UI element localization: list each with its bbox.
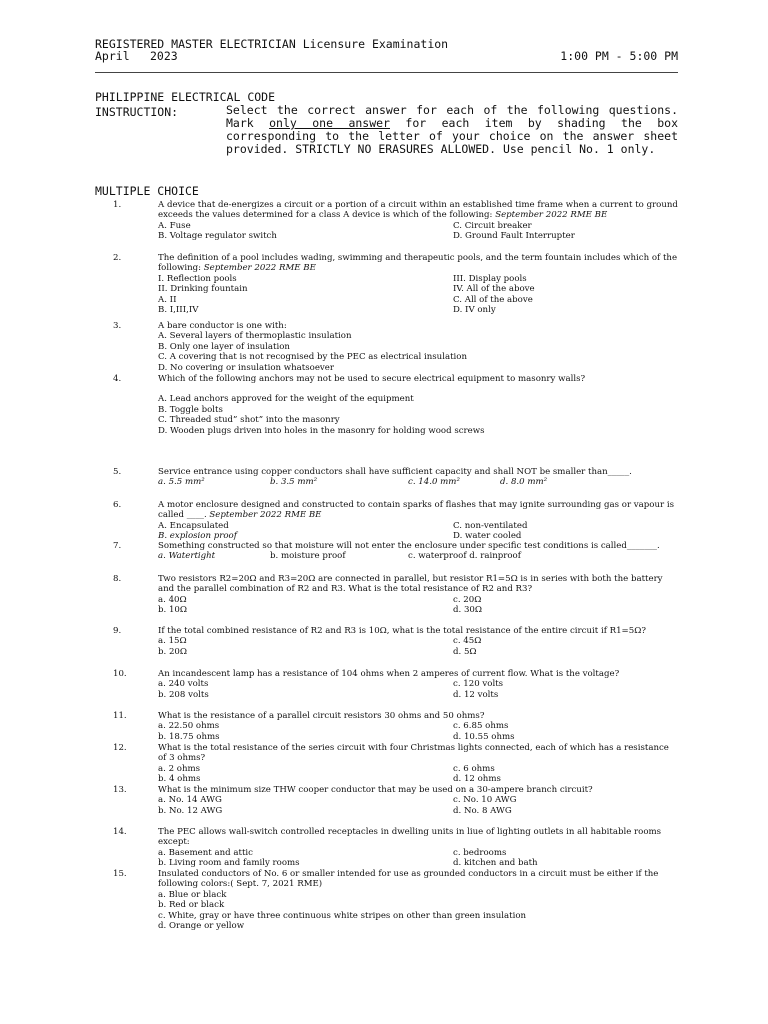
option-choice: I. Reflection pools bbox=[158, 273, 237, 284]
option-choice: C. Circuit breaker bbox=[453, 220, 532, 231]
question-number: 1. bbox=[113, 200, 122, 210]
question-stem: A bare conductor is one with: bbox=[158, 321, 287, 331]
question-item bbox=[95, 500, 680, 542]
question-number: 13. bbox=[113, 785, 127, 795]
option-choice: d. No. 8 AWG bbox=[453, 805, 512, 816]
question-number: 12. bbox=[113, 743, 127, 753]
question-body bbox=[158, 200, 678, 242]
option-choice: c. No. 10 AWG bbox=[453, 795, 517, 806]
question-stem: What is the resistance of a parallel circuit resistors 30 ohms and 50 ohms? bbox=[158, 711, 485, 721]
question-source: September 2022 RME BE bbox=[203, 263, 316, 274]
option-row bbox=[158, 636, 678, 646]
option-choice: D. water cooled bbox=[453, 531, 522, 542]
option-choice: C. All of the above bbox=[453, 294, 533, 305]
option-choice: c. bedrooms bbox=[453, 847, 507, 858]
question-stem: A device that de-energizes a circuit or a portion of a circuit within an established time frame when a current to ground exceeds the values determined for a class A device is which of the following: September 2022 RME BE bbox=[158, 200, 678, 221]
option-row bbox=[158, 595, 678, 605]
option-choice: A. Fuse bbox=[158, 220, 191, 231]
option-choice: b. 10Ω bbox=[158, 605, 188, 616]
option-choice: c. 20Ω bbox=[453, 594, 482, 605]
question-stem: Insulated conductors of No. 6 or smaller intended for use as grounded conductors in a circuit must be either if the following colors:( Sept. 7, 2021 RME) bbox=[158, 869, 659, 890]
option-choice: b. 18.75 ohms bbox=[158, 731, 220, 742]
question-number: 2. bbox=[113, 253, 122, 263]
option-row bbox=[158, 795, 678, 805]
question-number: 15. bbox=[113, 869, 127, 879]
option-choice: C. Threaded stud” shot” into the masonry bbox=[158, 415, 340, 426]
option-row bbox=[158, 231, 678, 241]
question-item bbox=[95, 827, 680, 869]
question-item bbox=[95, 869, 680, 931]
instruction-label: INSTRUCTION: bbox=[95, 105, 179, 119]
exam-title: REGISTERED MASTER ELECTRICIAN Licensure Examination bbox=[95, 37, 449, 51]
option-choice: c. 6 ohms bbox=[453, 763, 495, 774]
option-choice: b. 3.5 mm² bbox=[270, 477, 318, 488]
question-stem: A motor enclosure designed and constructed to contain sparks of flashes that may ignite surrounding gas or vapour is called ____. September 2022 RME BE bbox=[158, 500, 674, 521]
option-choice: B. Toggle bolts bbox=[158, 404, 223, 415]
option-choice: D. No covering or insulation whatsoever bbox=[158, 362, 334, 373]
question-body bbox=[158, 574, 678, 616]
option-choice: D. Ground Fault Interrupter bbox=[453, 231, 575, 242]
option-choice: c. 120 volts bbox=[453, 679, 504, 690]
option-choice: a. 240 volts bbox=[158, 679, 209, 690]
option-choice: a. No. 14 AWG bbox=[158, 795, 222, 806]
question-stem: Which of the following anchors may not be used to secure electrical equipment to masonry walls? bbox=[158, 374, 586, 384]
option-choice: a. 5.5 mm² bbox=[158, 477, 205, 488]
question-stem: If the total combined resistance of R2 and R3 is 10Ω, what is the total resistance of the entire circuit if R1=5Ω? bbox=[158, 626, 646, 636]
option-row bbox=[158, 721, 678, 731]
option-row bbox=[158, 284, 678, 294]
header-divider bbox=[95, 72, 678, 73]
question-number: 14. bbox=[113, 827, 127, 837]
option-choice: b. 20Ω bbox=[158, 646, 188, 657]
option-choice: A. II bbox=[158, 294, 177, 305]
option-choice: B. Only one layer of insulation bbox=[158, 341, 290, 352]
question-item bbox=[95, 743, 680, 785]
question-stem: What is the total resistance of the series circuit with four Christmas lights connected, each of which has a resistance of 3 ohms? bbox=[158, 743, 669, 764]
option-choice: a. Watertight bbox=[158, 551, 216, 562]
option-choice: a. Blue or black bbox=[158, 889, 227, 900]
question-stem: Something constructed so that moisture will not enter the enclosure under specific test conditions is called_______. bbox=[158, 541, 660, 551]
option-choice: B. explosion proof bbox=[158, 531, 237, 542]
question-item bbox=[95, 541, 680, 562]
question-stem: The definition of a pool includes wading, swimming and therapeutic pools, and the term fountain includes which of the following: September 2022 RME BE bbox=[158, 253, 678, 274]
section-heading: MULTIPLE CHOICE bbox=[95, 184, 199, 198]
option-choice: c. White, gray or have three continuous white stripes on other than green insulation bbox=[158, 910, 527, 921]
option-choice: b. 208 volts bbox=[158, 689, 209, 700]
question-body bbox=[158, 253, 678, 315]
exam-year: 2023 bbox=[150, 49, 178, 63]
option-choice: b. moisture proof bbox=[270, 551, 346, 562]
option-choice: A. Lead anchors approved for the weight of the equipment bbox=[158, 394, 414, 405]
option-choice: d. kitchen and bath bbox=[453, 858, 538, 869]
subject-title: PHILIPPINE ELECTRICAL CODE bbox=[95, 90, 276, 104]
question-body bbox=[158, 785, 678, 816]
question-item bbox=[95, 711, 680, 742]
option-row bbox=[158, 858, 678, 868]
question-body bbox=[158, 374, 678, 436]
option-choice: b. 4 ohms bbox=[158, 774, 201, 785]
option-choice: III. Display pools bbox=[453, 273, 527, 284]
option-choice: C. A covering that is not recognised by the PEC as electrical insulation bbox=[158, 352, 467, 363]
question-stem: Service entrance using copper conductors shall have sufficient capacity and shall NOT be smaller than_____. bbox=[158, 467, 632, 477]
instruction-pre: Select the correct answer for each of the following questions. Mark bbox=[226, 103, 678, 130]
option-choice: a. 2 ohms bbox=[158, 763, 201, 774]
question-item bbox=[95, 467, 680, 488]
question-item bbox=[95, 374, 680, 436]
option-row bbox=[158, 521, 678, 531]
option-row bbox=[158, 305, 678, 315]
option-row bbox=[158, 551, 678, 561]
option-choice: B. Voltage regulator switch bbox=[158, 231, 277, 242]
option-choice: C. non-ventilated bbox=[453, 520, 528, 531]
question-body bbox=[158, 669, 678, 700]
question-item bbox=[95, 626, 680, 657]
option-choice: d. 10.55 ohms bbox=[453, 731, 515, 742]
question-body bbox=[158, 711, 678, 742]
instruction-post: for each item by shading the box corresponding to the letter of your choice on the answer sheet provided. STRICTLY NO ERASURES ALLOWED. Use pencil No. 1 only. bbox=[226, 116, 679, 156]
question-number: 11. bbox=[113, 711, 127, 721]
option-choice: A. Several layers of thermoplastic insulation bbox=[158, 331, 352, 342]
option-row bbox=[158, 764, 678, 774]
option-row bbox=[158, 732, 678, 742]
question-stem: What is the minimum size THW cooper conductor that may be used on a 30-ampere branch circuit? bbox=[158, 785, 593, 795]
question-source: September 2022 RME BE bbox=[495, 210, 608, 221]
question-body bbox=[158, 626, 678, 657]
question-item bbox=[95, 785, 680, 816]
option-choice: c. 6.85 ohms bbox=[453, 721, 509, 732]
exam-time: 1:00 PM - 5:00 PM bbox=[560, 49, 678, 63]
question-number: 9. bbox=[113, 626, 122, 636]
question-body bbox=[158, 743, 678, 785]
question-stem: An incandescent lamp has a resistance of 104 ohms when 2 amperes of current flow. What is the voltage? bbox=[158, 669, 620, 679]
question-body bbox=[158, 467, 678, 488]
question-body bbox=[158, 827, 678, 869]
question-number: 4. bbox=[113, 374, 122, 384]
question-source: September 2022 RME BE bbox=[209, 510, 322, 521]
option-choice: a. 15Ω bbox=[158, 636, 187, 647]
question-number: 6. bbox=[113, 500, 122, 510]
option-row bbox=[158, 274, 678, 284]
option-choice: II. Drinking fountain bbox=[158, 284, 248, 295]
question-number: 7. bbox=[113, 541, 122, 551]
exam-month: April bbox=[95, 49, 130, 63]
option-row bbox=[158, 774, 678, 784]
question-body bbox=[158, 321, 678, 373]
option-row bbox=[158, 605, 678, 615]
question-body bbox=[158, 869, 678, 931]
option-choice: a. 22.50 ohms bbox=[158, 721, 220, 732]
question-item bbox=[95, 321, 680, 373]
option-row bbox=[158, 477, 678, 487]
option-row bbox=[158, 221, 678, 231]
option-choice: d. Orange or yellow bbox=[158, 921, 245, 932]
option-choice: a. 40Ω bbox=[158, 594, 187, 605]
question-number: 8. bbox=[113, 574, 122, 584]
question-number: 10. bbox=[113, 669, 127, 679]
instruction-emphasis: only one answer bbox=[269, 116, 390, 130]
option-choice: c. 45Ω bbox=[453, 636, 482, 647]
question-number: 3. bbox=[113, 321, 122, 331]
option-choice: B. I,III,IV bbox=[158, 305, 199, 316]
option-row bbox=[158, 679, 678, 689]
option-row bbox=[158, 690, 678, 700]
option-choice: a. Basement and attic bbox=[158, 847, 253, 858]
question-item bbox=[95, 669, 680, 700]
option-choice: b. Red or black bbox=[158, 900, 225, 911]
option-row bbox=[158, 806, 678, 816]
option-choice: b. Living room and family rooms bbox=[158, 858, 300, 869]
option-choice: IV. All of the above bbox=[453, 284, 535, 295]
option-choice: d. 12 volts bbox=[453, 689, 499, 700]
option-choice: c. waterproof d. rainproof bbox=[408, 551, 521, 562]
option-row bbox=[158, 647, 678, 657]
option-choice: D. Wooden plugs driven into holes in the masonry for holding wood screws bbox=[158, 425, 485, 436]
option-choice: d. 12 ohms bbox=[453, 774, 501, 785]
question-body bbox=[158, 500, 678, 542]
question-item bbox=[95, 200, 680, 242]
option-row bbox=[158, 848, 678, 858]
option-choice: c. 14.0 mm² bbox=[408, 477, 460, 488]
option-choice: d. 8.0 mm² bbox=[500, 477, 548, 488]
instruction-text bbox=[226, 104, 678, 156]
option-choice: d. 5Ω bbox=[453, 646, 477, 657]
question-stem: Two resistors R2=20Ω and R3=20Ω are connected in parallel, but resistor R1=5Ω is in series with both the battery and the parallel combination of R2 and R3. What is the total resistance of R2 and R3? bbox=[158, 574, 663, 595]
question-item bbox=[95, 253, 680, 315]
option-choice: D. IV only bbox=[453, 305, 496, 316]
option-choice: A. Encapsulated bbox=[158, 520, 229, 531]
question-body bbox=[158, 541, 678, 562]
spacer bbox=[158, 384, 678, 394]
option-choice: b. No. 12 AWG bbox=[158, 805, 223, 816]
option-choice: d. 30Ω bbox=[453, 605, 483, 616]
question-stem: The PEC allows wall-switch controlled receptacles in dwelling units in liue of lighting outlets in all habitable rooms except: bbox=[158, 827, 662, 848]
option-row bbox=[158, 295, 678, 305]
question-item bbox=[95, 574, 680, 616]
question-number: 5. bbox=[113, 467, 122, 477]
